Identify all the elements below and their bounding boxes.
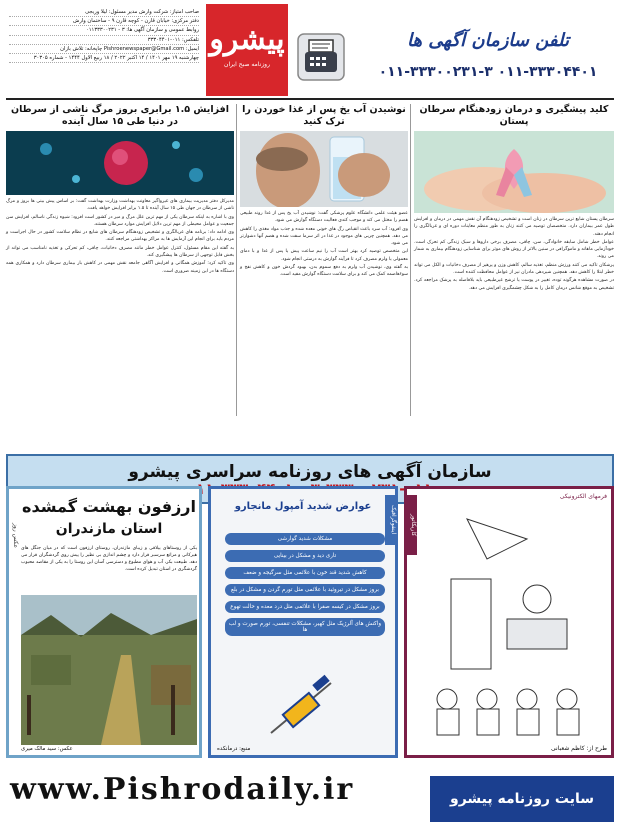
column-divider <box>410 104 411 416</box>
article-paragraph: وی با اشاره به اینکه سرطان یکی از مهم ترین علل مرگ و میر در کشور است افزود: شیوه زندگی ناسالم، افزایش سن جمعیت و عوامل محیطی از مهم ترین دلایل افزایش موارد سرطان هستند. <box>6 214 234 227</box>
infographic-box <box>208 486 398 758</box>
article-paragraph: عوامل خطر شامل سابقه خانوادگی، سن، چاقی، مصرف برخی داروها و سبک زندگی کم تحرک است. خودآزمایی ماهانه و ماموگرافی در سنین بالاتر از روش های موثر برای شناسایی زودهنگام بیماری به شمار می روند. <box>414 239 614 260</box>
article-paragraph: مدیرکل دفتر مدیریت بیماری های غیرواگیر معاونت بهداشت وزارت بهداشت گفت: بر اساس پیش بینی ها بروز و مرگ ناشی از سرطان در جهان طی ۱۵ سال آینده تا ۱.۵ برابر افزایش خواهد یافت. <box>6 199 234 212</box>
side-effect-item: واکنش های آلرژیک مثل کهیر، مشکلات تنفسی، تورم صورت و لب ها <box>225 618 385 636</box>
article-body <box>414 216 614 292</box>
header-divider <box>6 98 614 100</box>
photo-title-line2: استان مازندران <box>55 521 163 537</box>
fax-phone-icon <box>294 30 348 84</box>
cartoon-drawing <box>417 509 607 739</box>
landscape-photo <box>21 595 197 745</box>
cartoon-credit: طرح از: کاظم شعبانی <box>551 745 607 752</box>
article-paragraph: به گفته این مقام مسئول، کنترل عوامل خطر مانند مصرف دخانیات، چاقی، کم تحرکی و تغذیه نامناسب می تواند از بخش قابل توجهی از سرطان ها پیشگیری کند. <box>6 245 234 259</box>
photo-credit: عکس: سید مالک میری <box>21 746 73 752</box>
photo-of-day-box <box>6 486 202 758</box>
article-paragraph: وی تاکید کرد: آموزش همگانی و افزایش آگاهی جامعه نقش مهمی در کاهش بار بیماری سرطان دارد و همکاری همه دستگاه ها در این زمینه ضروری است. <box>6 261 234 274</box>
article-paragraph: وی افزود: آب سرد باعث انقباض رگ های خونی معده شده و جذب مواد مغذی را کاهش می دهد. همچنین چربی های موجود در غذا در اثر سرما سفت شده و هضم آنها دشوارتر می شود. <box>240 226 408 247</box>
cartoon-box <box>404 486 614 758</box>
photo-body: یکی از روستاهای ییلاقی و زیبای مازندران، روستای ارزفون است که در میان جنگل های هیرکانی و مراتع سرسبز قرار دارد و چشم اندازی بی نظیر را پیش روی گردشگران قرار می دهد. طبیعت بکر، آب و هوای مطبوع و دسترسی آسان این روستا را به یکی از مقاصد محبوب گردشگری در استان تبدیل کرده است. <box>21 546 197 572</box>
infographic-source: منبع: درمانکده <box>217 746 251 752</box>
article-title: افزایش ۱.۵ برابری بروز مرگ ناشی از سرطان در دنیا طی ۱۵ سال آینده <box>11 104 229 127</box>
article-paragraph: این متخصص توصیه کرد بهتر است آب را نیم ساعت پیش یا پس از غذا و با دمای معمولی یا ولرم مصرف کرد تا فرآیند گوارش به درستی انجام شود. <box>240 249 408 262</box>
article-paragraph: پزشکان تاکید می کنند ورزش منظم، تغذیه سالم، کاهش وزن و پرهیز از مصرف دخانیات و الکل می تواند خطر ابتلا را کاهش دهد. همچنین شیردهی مادران نیز از عوامل محافظت کننده است. <box>414 262 614 276</box>
masthead-line: دفتر مرکزی: خیابان قارن - کوچه قارن ۹ - ساختمان وارش <box>9 17 199 26</box>
photo-title-line1: ارزفون بهشت گمشده <box>22 497 196 516</box>
syringe-icon <box>261 669 351 743</box>
cartoon-header: کاریکاتور <box>405 495 417 555</box>
logo-subtitle: روزنامه صبح ایران <box>224 61 270 68</box>
logo-text: پیشرو <box>209 22 285 57</box>
masthead-line: تلفکس: ۰۱۱-۳۳۳۰۴۴۰۱ <box>9 36 199 45</box>
masthead-info <box>6 6 202 92</box>
side-effect-item: بروز مشکل در تیروئید با علائمی مثل تورم گردن و مشکل در بلع <box>225 584 385 596</box>
hands-ribbon-image <box>414 131 614 213</box>
cartoon-tag: فرمهای الکترونیکی <box>559 493 607 500</box>
article-body <box>240 210 408 279</box>
article-paragraph: سرطان پستان شایع ترین سرطان در زنان است و تشخیص زودهنگام آن نقش مهمی در درمان و افزایش طول عمر بیماران دارد. متخصصان توصیه می کنند زنان به طور منظم معاینات دوره ای و غربالگری را انجام دهند. <box>414 217 614 237</box>
article-paragraph: به گفته وی، نوشیدن آب ولرم به دفع سموم بدن، بهبود گردش خون و کاهش نفخ و سوءهاضمه کمک می کند و برای سلامت دستگاه گوارش مفید است. <box>240 265 408 278</box>
site-label: سایت روزنامه پیشرو <box>430 776 614 822</box>
masthead-line: ایمیل: Pishroenewspaper@Gmail.com چاپخانه: تلاش بازان <box>9 45 199 54</box>
banner-title: سازمان آگهی های روزنامه سراسری پیشرو <box>128 462 492 482</box>
ads-phone-title: تلفن سازمان آگهی ها <box>406 30 570 51</box>
infographic-tag: اینفوگرافیک <box>385 495 397 545</box>
photo-tag: عکس روز <box>12 523 19 549</box>
ads-phone-numbers: ۰۱۱-۳۳۳۰۰۲۳۱-۳ ۰۱۱-۳۳۳۰۴۴۰۱ <box>378 64 598 80</box>
side-effect-item: کاهش شدید قند خون با علائمی مثل سرگیجه و ضعف <box>225 567 385 579</box>
side-effect-item: بروز مشکل در کیسه صفرا با علائمی مثل درد معده و حالت تهوع <box>225 601 385 613</box>
masthead-line: صاحب امتیاز: شرکت وارش مدیر مسئول: لیلا وریجی <box>9 8 199 17</box>
masthead-line: چهارشنبه ۱۹ مهر ۱۴۰۱ / ۱۴ اکتبر ۲۰۲۲ / ۱۸ ربیع الاول ۱۴۴۴ - شماره ۳۰۳۰۵ <box>9 54 199 63</box>
column-divider <box>236 104 237 416</box>
article-title: کلید پیشگیری و درمان زودهنگام سرطان پستان <box>419 104 609 127</box>
side-effect-item: مشکلات شدید گوارشی <box>225 533 385 545</box>
article-paragraph: عضو هیئت علمی دانشگاه علوم پزشکی گفت: نوشیدن آب یخ پس از غذا روند طبیعی هضم را مختل می کند و موجب کندی فعالیت دستگاه گوارش می شود. <box>240 211 408 224</box>
side-effect-item: تاری دید و مشکل در بینایی <box>225 550 385 562</box>
side-effects-list <box>225 533 385 641</box>
article-paragraph: وی ادامه داد: برنامه های غربالگری و تشخیص زودهنگام سرطان های شایع در نظام سلامت کشور در حال اجراست و مردم باید برای انجام این آزمایش ها به مراکز بهداشتی مراجعه کنند. <box>6 230 234 243</box>
article-paragraph: در صورت مشاهده هرگونه توده، تغییر در پوست یا ترشح غیرطبیعی باید بلافاصله به پزشک مراجعه کرد. تشخیص به موقع شانس درمان کامل را به شکل چشمگیری افزایش می دهد. <box>414 278 614 291</box>
cancer-cell-image <box>6 131 234 195</box>
infographic-title: عوارض شدید آمپول مانجارو <box>234 501 372 512</box>
article-body <box>6 198 234 275</box>
article-title: نوشیدن آب یخ پس از غذا خوردن را ترک کنید <box>242 104 406 127</box>
newspaper-logo <box>206 4 288 96</box>
man-drinking-water-image <box>240 131 408 207</box>
site-url-link[interactable]: www.Pishrodaily.ir <box>10 772 355 807</box>
masthead-line: روابط عمومی و سازمان آگهی ها: ۳ - ۰۱۱۳۳۳۰۰۲۳۱ <box>9 26 199 35</box>
